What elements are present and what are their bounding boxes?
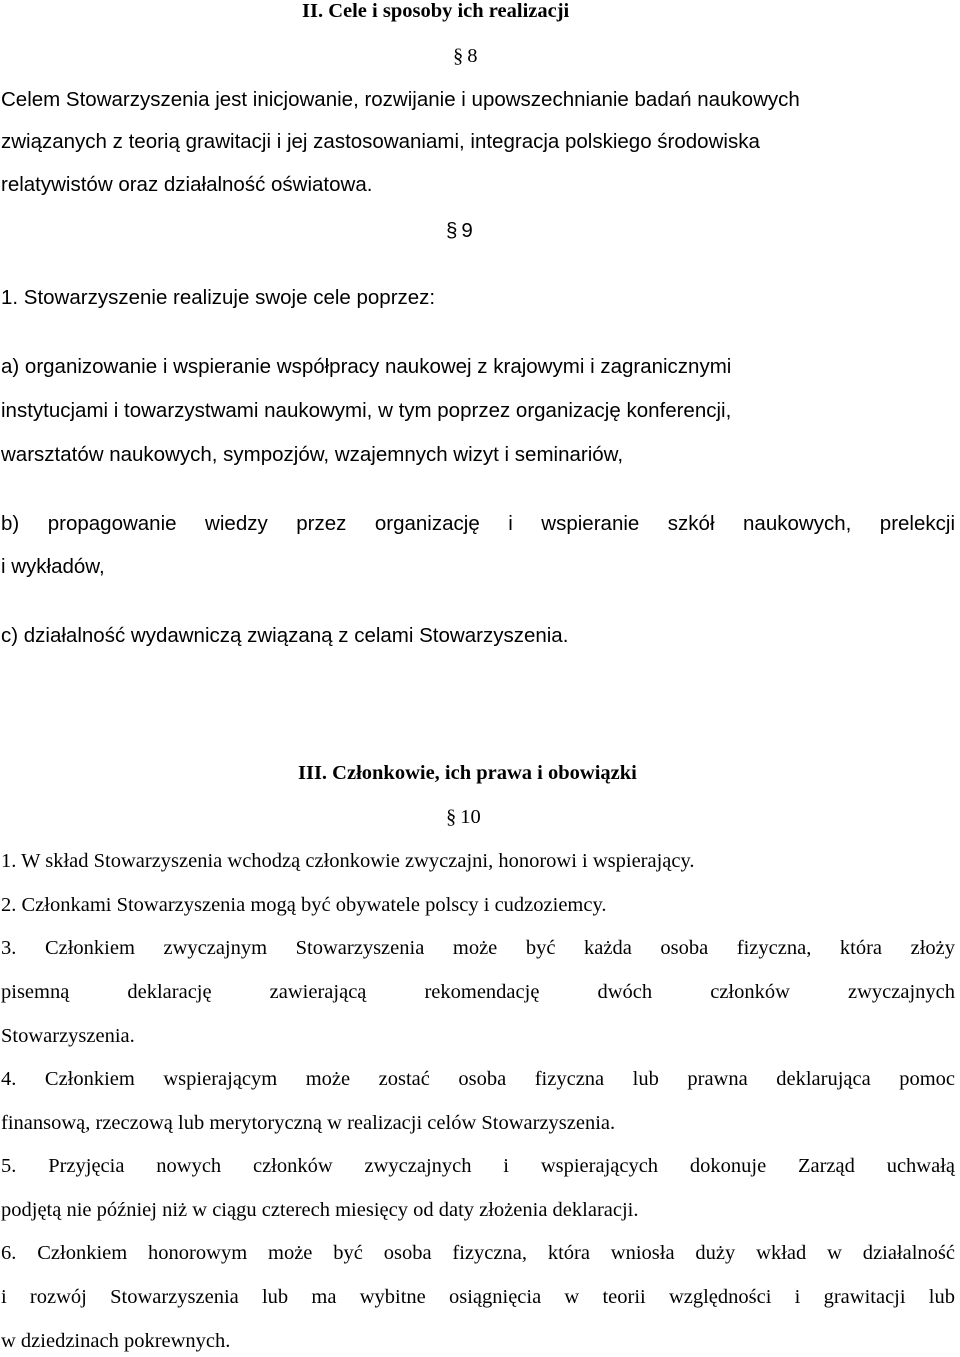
section-sign-icon: § (446, 219, 458, 242)
point-5-line-1: 5. Przyjęcia nowych członków zwyczajnych i wspierających dokonuje Zarząd uchwałą (1, 1155, 955, 1177)
section-heading-3: III. Członkowie, ich prawa i obowiązki (298, 762, 637, 784)
point-6-line-3: w dziedzinach pokrewnych. (1, 1330, 231, 1352)
section-sign-icon: § (446, 806, 457, 828)
item-c: c) działalność wydawniczą związaną z celami Stowarzyszenia. (1, 624, 569, 647)
point-4-line-1: 4. Członkiem wspierającym może zostać osoba fizyczna lub prawna deklarująca pomoc (1, 1068, 955, 1090)
paragraph-number-9: § 9 (446, 219, 473, 242)
point-4-line-2: finansową, rzeczową lub merytoryczną w realizacji celów Stowarzyszenia. (1, 1112, 616, 1134)
par9-intro: 1. Stowarzyszenie realizuje swoje cele poprzez: (1, 286, 436, 309)
point-5-line-2: podjętą nie później niż w ciągu czterech miesięcy od daty złożenia deklaracji. (1, 1199, 639, 1221)
par8-line-2: związanych z teorią grawitacji i jej zastosowaniami, integracja polskiego środowiska (1, 130, 760, 153)
paragraph-number-8: § 8 (453, 45, 478, 67)
section-heading-2: II. Cele i sposoby ich realizacji (302, 0, 570, 22)
item-b-line-1: b) propagowanie wiedzy przez organizację i wspieranie szkół naukowych, prelekcji (1, 512, 955, 535)
point-3-line-2: pisemną deklarację zawierającą rekomendację dwóch członków zwyczajnych (1, 981, 955, 1003)
item-a-line-3: warsztatów naukowych, sympozjów, wzajemnych wizyt i seminariów, (1, 443, 624, 466)
section-sign-icon: § (453, 45, 464, 67)
point-3-line-1: 3. Członkiem zwyczajnym Stowarzyszenia może być każda osoba fizyczna, która złoży (1, 937, 955, 959)
par8-line-1: Celem Stowarzyszenia jest inicjowanie, rozwijanie i upowszechnianie badań naukowych (1, 88, 800, 111)
point-2: 2. Członkami Stowarzyszenia mogą być obywatele polscy i cudzoziemcy. (1, 894, 607, 916)
point-3-line-3: Stowarzyszenia. (1, 1025, 135, 1047)
par8-line-3: relatywistów oraz działalność oświatowa. (1, 173, 373, 196)
point-6-line-2: i rozwój Stowarzyszenia lub ma wybitne osiągnięcia w teorii względności i grawitacji lub (1, 1286, 955, 1308)
point-6-line-1: 6. Członkiem honorowym może być osoba fizyczna, która wniosła duży wkład w działalność (1, 1242, 955, 1264)
paragraph-number-10: § 10 (446, 806, 481, 828)
point-1: 1. W skład Stowarzyszenia wchodzą członkowie zwyczajni, honorowi i wspierający. (1, 850, 695, 872)
item-a-line-2: instytucjami i towarzystwami naukowymi, w tym poprzez organizację konferencji, (1, 399, 732, 422)
item-b-line-2: i wykładów, (1, 555, 105, 578)
item-a-line-1: a) organizowanie i wspieranie współpracy naukowej z krajowymi i zagranicznymi (1, 355, 732, 378)
